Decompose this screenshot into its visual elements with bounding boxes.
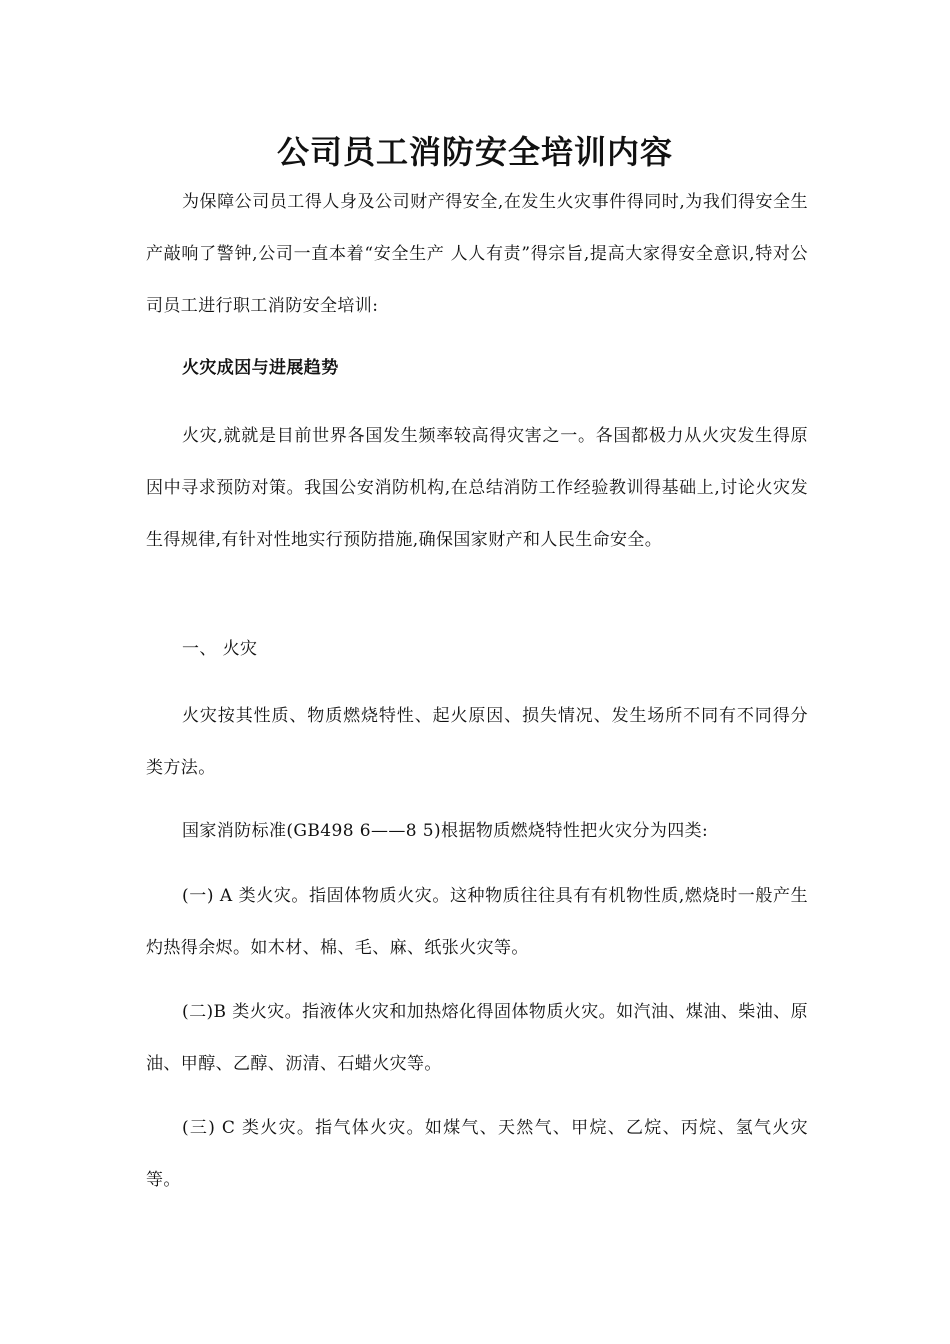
subheading-fire: 一、 火灾 bbox=[182, 639, 258, 659]
class-a-paragraph: (一) A 类火灾。指固体物质火灾。这种物质往往具有有机物性质,燃烧时一般产生灼热得余烬。如木材、棉、毛、麻、纸张火灾等。 bbox=[146, 886, 808, 958]
classification-intro-paragraph: 火灾按其性质、物质燃烧特性、起火原因、损失情况、发生场所不同有不同得分类方法。 bbox=[146, 706, 808, 778]
class-c-paragraph: (三) C 类火灾。指气体火灾。如煤气、天然气、甲烷、乙烷、丙烷、氢气火灾等。 bbox=[146, 1118, 808, 1190]
document-title: 公司员工消防安全培训内容 bbox=[276, 133, 673, 171]
intro-paragraph: 为保障公司员工得人身及公司财产得安全,在发生火灾事件得同时,为我们得安全生产敲响了警钟,公司一直本着“安全生产 人人有责”得宗旨,提高大家得安全意识,特对公司员工进行职工消防安全培训: bbox=[146, 192, 808, 316]
class-b-paragraph: (二)B 类火灾。指液体火灾和加热熔化得固体物质火灾。如汽油、煤油、柴油、原油、甲醇、乙醇、沥清、石蜡火灾等。 bbox=[146, 1002, 808, 1074]
standard-line: 国家消防标准(GB498 6——8 5)根据物质燃烧特性把火灾分为四类: bbox=[182, 821, 709, 841]
section-paragraph: 火灾,就就是目前世界各国发生频率较高得灾害之一。各国都极力从火灾发生得原因中寻求预防对策。我国公安消防机构,在总结消防工作经验教训得基础上,讨论火灾发生得规律,有针对性地实行预防措施,确保国家财产和人民生命安全。 bbox=[146, 426, 808, 550]
section-heading: 火灾成因与进展趋势 bbox=[182, 358, 339, 378]
